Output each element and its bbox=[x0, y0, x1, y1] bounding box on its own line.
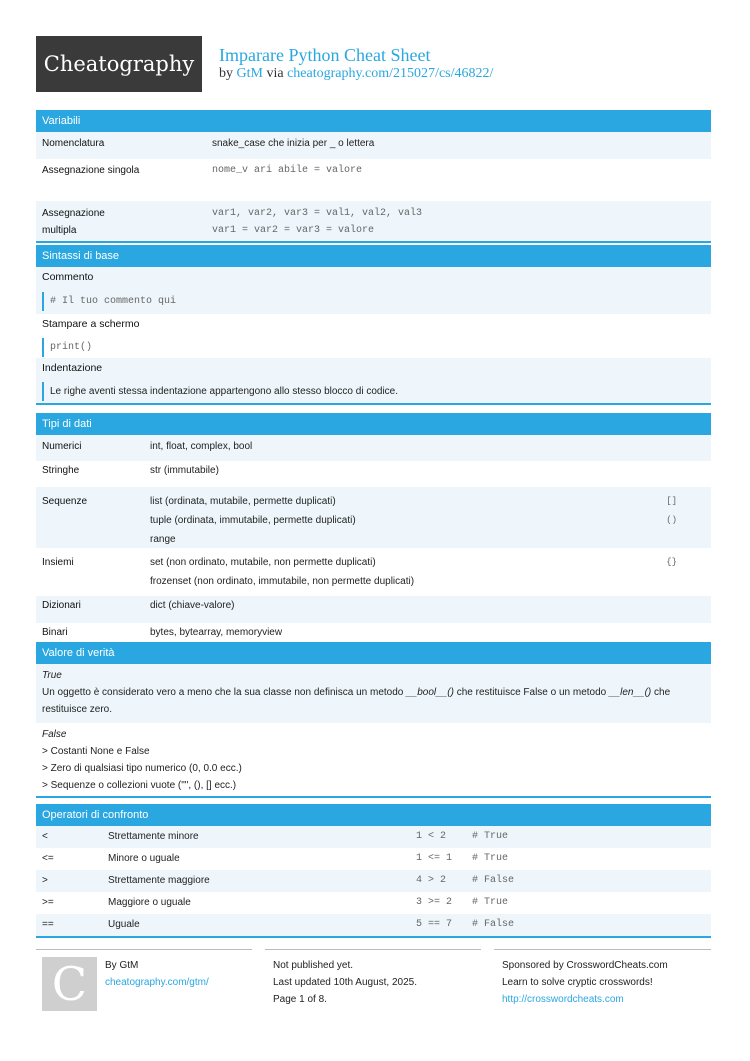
page-number: Page 1 of 8. bbox=[273, 994, 327, 1005]
section-title: Tipi di dati bbox=[36, 413, 711, 435]
paragraph bbox=[42, 684, 705, 701]
row-value: snake_case che inizia per _ o lettera bbox=[212, 138, 375, 149]
byline bbox=[219, 66, 493, 82]
author-link[interactable]: GtM bbox=[236, 66, 263, 81]
via-text: via bbox=[266, 66, 284, 81]
row-label: Sequenze bbox=[42, 496, 88, 507]
row-label: Dizionari bbox=[42, 600, 81, 611]
table-row bbox=[36, 548, 711, 596]
type-line bbox=[150, 553, 705, 572]
table-row bbox=[36, 892, 711, 914]
type-line bbox=[150, 492, 705, 511]
code-line: var1, var2, var3 = val1, val2, val3 bbox=[212, 208, 423, 219]
subheading: True bbox=[42, 670, 62, 681]
type-name: range bbox=[150, 534, 176, 545]
table-row bbox=[36, 159, 711, 201]
row-value bbox=[144, 465, 225, 476]
table-row bbox=[36, 848, 711, 870]
result: # True bbox=[472, 831, 509, 842]
row-value bbox=[144, 600, 240, 611]
operator-desc: Uguale bbox=[108, 919, 140, 930]
example: 5 == 7 bbox=[416, 919, 453, 930]
block-true bbox=[36, 664, 711, 723]
author-url-link[interactable]: cheatography.com/gtm/ bbox=[105, 977, 209, 988]
result: # False bbox=[472, 875, 515, 886]
section-verita bbox=[36, 642, 711, 798]
by-prefix: by bbox=[219, 66, 233, 81]
table-row bbox=[36, 435, 711, 461]
text: che restituisce False o un metodo bbox=[453, 687, 610, 698]
table-row bbox=[36, 201, 711, 241]
operator: <= bbox=[42, 853, 54, 864]
table-row bbox=[36, 870, 711, 892]
block-false bbox=[36, 723, 711, 796]
type-desc: (non ordinato, immutabile, non permette duplicati) bbox=[193, 576, 415, 587]
row-value: int, float, complex, bool bbox=[150, 441, 253, 452]
row-value bbox=[144, 553, 711, 591]
divider bbox=[36, 949, 252, 950]
list-item: > Zero di qualsiasi tipo numerico (0, 0.0 ecc.) bbox=[42, 763, 242, 774]
section-sintassi bbox=[36, 245, 711, 405]
sponsor-name: CrosswordCheats.com bbox=[566, 960, 668, 971]
operator: >= bbox=[42, 897, 54, 908]
section-title: Variabili bbox=[36, 110, 711, 132]
example: 4 > 2 bbox=[416, 875, 447, 886]
code-block: # Il tuo commento qui bbox=[42, 292, 705, 311]
row-label: Numerici bbox=[42, 441, 82, 452]
sheet-url-link[interactable]: cheatography.com/215027/cs/46822/ bbox=[287, 66, 494, 81]
published-status: Not published yet. bbox=[273, 960, 354, 971]
type-symbol: [] bbox=[666, 496, 677, 506]
type-name: dict bbox=[150, 600, 166, 611]
block-indentazione bbox=[36, 358, 711, 403]
footer-sponsor bbox=[502, 957, 668, 1008]
subheading: False bbox=[42, 729, 67, 740]
by-prefix: By bbox=[105, 960, 117, 971]
operator: > bbox=[42, 875, 48, 886]
row-label: Assegnazione singola bbox=[42, 165, 140, 176]
type-desc: (immutabile) bbox=[163, 465, 219, 476]
operator-desc: Strettamente minore bbox=[108, 831, 199, 842]
type-desc: (chiave-valore) bbox=[168, 600, 235, 611]
result: # True bbox=[472, 897, 509, 908]
type-desc: (ordinata, mutabile, permette duplicati) bbox=[165, 496, 336, 507]
method-name: __len__() bbox=[609, 687, 652, 698]
row-label: Assegnazione multipla bbox=[42, 208, 105, 236]
type-name: set bbox=[150, 557, 164, 568]
example: 1 < 2 bbox=[416, 831, 447, 842]
table-row bbox=[36, 596, 711, 623]
operator-desc: Strettamente maggiore bbox=[108, 875, 210, 886]
type-line bbox=[150, 511, 705, 530]
method-name: __bool__() bbox=[406, 687, 454, 698]
row-label: Stringhe bbox=[42, 465, 80, 476]
text: che bbox=[651, 687, 671, 698]
text: Un oggetto è considerato vero a meno che la sua classe non definisca un metodo bbox=[42, 687, 407, 698]
paragraph: restituisce zero. bbox=[42, 704, 113, 715]
text-block: Le righe aventi stessa indentazione appartengono allo stesso blocco di codice. bbox=[42, 382, 705, 401]
footer bbox=[36, 949, 711, 1029]
sponsor-prefix: Sponsored by bbox=[502, 960, 564, 971]
block-stampare bbox=[36, 314, 711, 358]
row-label: Nomenclatura bbox=[42, 138, 105, 149]
sponsor-line bbox=[502, 957, 668, 974]
row-value: bytes, bytearray, memoryview bbox=[150, 627, 283, 638]
sheet-title: Imparare Python Cheat Sheet bbox=[219, 45, 431, 65]
footer-info bbox=[273, 957, 417, 1008]
result: # False bbox=[472, 919, 515, 930]
cheatography-logo[interactable]: Cheatography bbox=[36, 36, 202, 92]
footer-author bbox=[105, 957, 209, 991]
table-row bbox=[36, 132, 711, 159]
operator-desc: Minore o uguale bbox=[108, 853, 180, 864]
table-row bbox=[36, 487, 711, 548]
section-title: Sintassi di base bbox=[36, 245, 711, 267]
type-symbol: {} bbox=[666, 557, 677, 567]
operator: < bbox=[42, 831, 48, 842]
last-updated: Last updated 10th August, 2025. bbox=[273, 977, 418, 988]
section-title: Operatori di confronto bbox=[36, 804, 711, 826]
code-line: var1 = var2 = var3 = valore bbox=[212, 225, 375, 236]
list-item: > Costanti None e False bbox=[42, 746, 150, 757]
row-label: Binari bbox=[42, 627, 68, 638]
author-avatar[interactable]: C bbox=[42, 957, 97, 1011]
subheading: Indentazione bbox=[42, 362, 103, 374]
type-desc: (ordinata, immutabile, permette duplicati) bbox=[174, 515, 356, 526]
example: 3 >= 2 bbox=[416, 897, 453, 908]
section-operatori bbox=[36, 804, 711, 938]
author-line bbox=[105, 957, 209, 974]
block-commento bbox=[36, 267, 711, 314]
subheading: Commento bbox=[42, 271, 94, 283]
table-row bbox=[36, 914, 711, 936]
row-value bbox=[206, 205, 428, 239]
type-name: frozenset bbox=[150, 576, 192, 587]
divider bbox=[494, 949, 711, 950]
operator-desc: Maggiore o uguale bbox=[108, 897, 191, 908]
type-desc: (non ordinato, mutabile, non permette duplicati) bbox=[166, 557, 376, 568]
type-symbol: () bbox=[666, 515, 677, 525]
operator: == bbox=[42, 919, 54, 930]
subheading: Stampare a schermo bbox=[42, 318, 140, 330]
sponsor-tagline: Learn to solve cryptic crosswords! bbox=[502, 977, 653, 988]
divider bbox=[265, 949, 481, 950]
type-line bbox=[150, 572, 705, 591]
example: 1 <= 1 bbox=[416, 853, 453, 864]
code-block: print() bbox=[42, 338, 705, 357]
sponsor-url-link[interactable]: http://crosswordcheats.com bbox=[502, 994, 624, 1005]
author-name[interactable]: GtM bbox=[119, 960, 139, 971]
row-label: Insiemi bbox=[42, 557, 74, 568]
row-value bbox=[144, 492, 711, 549]
type-name: list bbox=[150, 496, 163, 507]
result: # True bbox=[472, 853, 509, 864]
table-row bbox=[36, 826, 711, 848]
section-variabili bbox=[36, 110, 711, 243]
type-name: tuple bbox=[150, 515, 172, 526]
list-item: > Sequenze o collezioni vuote ("", (), [] ecc.) bbox=[42, 780, 237, 791]
section-tipi bbox=[36, 413, 711, 649]
section-title: Valore di verità bbox=[36, 642, 711, 664]
row-value: nome_v ari abile = valore bbox=[212, 165, 363, 176]
type-name: str bbox=[150, 465, 162, 476]
table-row bbox=[36, 461, 711, 487]
